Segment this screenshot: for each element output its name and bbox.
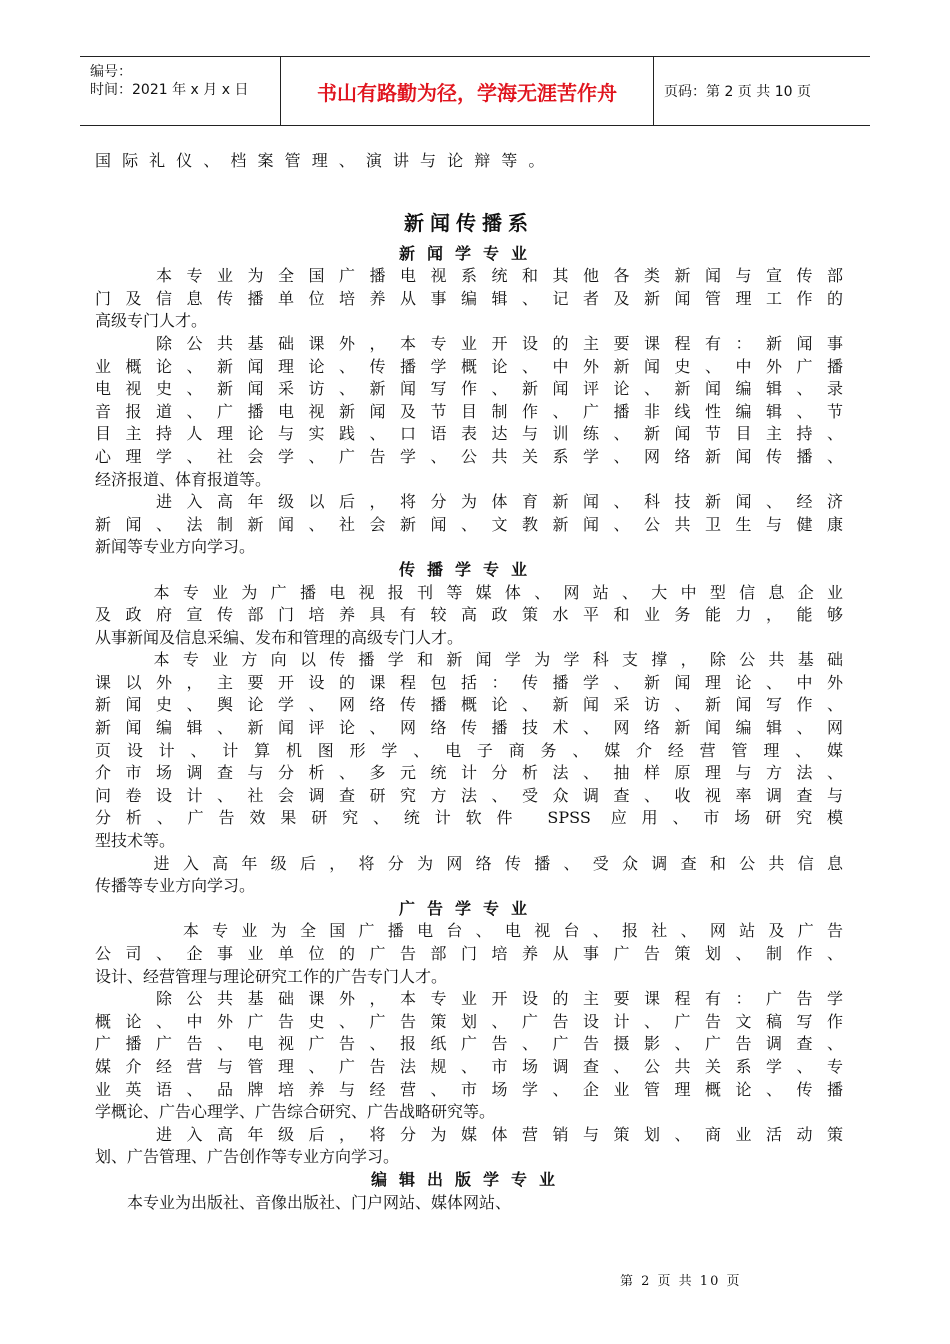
paragraph-line: 电视史、新闻采访、新闻写作、新闻评论、新闻编辑、录 — [95, 379, 843, 399]
paragraph-line: 介市场调查与分析、多元统计分析法、抽样原理与方法、 — [95, 763, 843, 783]
paragraph-line: 广播广告、电视广告、报纸广告、广告摄影、广告调查、 — [95, 1034, 843, 1054]
paragraph-line: 新闻、法制新闻、社会新闻、文教新闻、公共卫生与健康 — [95, 514, 843, 534]
paragraph-line: 本专业为广播电视报刊等媒体、网站、大中型信息企业 — [95, 582, 843, 602]
section-heading: 编辑出版学专业 — [370, 1169, 567, 1189]
header-page-number: 页码：第 2 页 共 10 页 — [664, 84, 811, 100]
section-heading: 新闻学专业 — [398, 243, 539, 263]
paragraph-line: 及政府宣传部门培养具有较高政策水平和业务能力，能够 — [95, 605, 843, 625]
header-motto: 书山有路勤为径，学海无涯苦作舟 — [317, 81, 617, 105]
paragraph-line: 高级专门人才。 — [95, 311, 208, 331]
paragraph-line: 本专业为全国广播电视系统和其他各类新闻与宣传部 — [95, 266, 843, 286]
paragraph-line: 划、广告管理、广告创作等专业方向学习。 — [95, 1147, 400, 1167]
paragraph-line: 业概论、新闻理论、传播学概论、中外新闻史、中外广播 — [95, 356, 843, 376]
paragraph-line: 概论、中外广告史、广告策划、广告设计、广告文稿写作 — [95, 1011, 843, 1031]
paragraph-line: 除公共基础课外，本专业开设的主要课程有：广告学 — [95, 989, 843, 1009]
paragraph-line: 新闻编辑、新闻评论、网络传播技术、网络新闻编辑、网 — [95, 718, 843, 738]
paragraph-line: 分析、广告效果研究、统计软件 SPSS 应用、市场研究模 — [95, 808, 843, 828]
paragraph-line: 经济报道、体育报道等。 — [95, 469, 272, 489]
paragraph-line: 目主持人理论与实践、口语表达与训练、新闻节目主持、 — [95, 424, 843, 444]
page-header — [80, 56, 870, 126]
intro-line: 国 际 礼 仪 、 档 案 管 理 、 演 讲 与 论 辩 等 。 — [95, 151, 548, 170]
doc-date-label: 时间：2021 年 x 月 x 日 — [90, 82, 249, 98]
department-title: 新闻传播系 — [404, 210, 534, 235]
paragraph-line: 课以外，主要开设的课程包括：传播学、新闻理论、中外 — [95, 672, 843, 692]
page-footer: 第 2 页 共 10 页 — [620, 1274, 742, 1289]
paragraph-line: 心理学、社会学、广告学、公共关系学、网络新闻传播、 — [95, 446, 843, 466]
paragraph-line: 从事新闻及信息采编、发布和管理的高级专门人才。 — [95, 627, 464, 647]
paragraph-line: 型技术等。 — [95, 831, 176, 851]
paragraph-line: 音报道、广播电视新闻及节目制作、广播非线性编辑、节 — [95, 401, 843, 421]
paragraph-line: 页设计、计算机图形学、电子商务、媒介经营管理、媒 — [95, 740, 843, 760]
paragraph-line: 进入高年级后，将分为网络传播、受众调查和公共信息 — [95, 853, 843, 873]
section-heading: 传播学专业 — [398, 559, 539, 579]
paragraph-line: 新闻史、舆论学、网络传播概论、新闻采访、新闻写作、 — [95, 695, 843, 715]
doc-number-label: 编号： — [90, 64, 132, 80]
paragraph-line: 公司、企事业单位的广告部门培养从事广告策划、制作、 — [95, 944, 843, 963]
paragraph-line: 门及信息传播单位培养从事编辑、记者及新闻管理工作的 — [95, 288, 843, 308]
paragraph-line: 传播等专业方向学习。 — [95, 876, 256, 896]
header-meta-cell — [80, 57, 281, 125]
sections-container — [95, 243, 843, 1215]
paragraph-line: 本专业方向以传播学和新闻学为学科支撑，除公共基础 — [95, 650, 843, 670]
paragraph-line: 本专业为出版社、音像出版社、门户网站、媒体网站、 — [95, 1192, 512, 1212]
paragraph-line: 学概论、广告心理学、广告综合研究、广告战略研究等。 — [95, 1102, 496, 1122]
paragraph-line: 新闻等专业方向学习。 — [95, 537, 256, 557]
paragraph-line: 设计、经营管理与理论研究工作的广告专门人才。 — [95, 966, 448, 986]
paragraph-line: 问卷设计、社会调查研究方法、受众调查、收视率调查与 — [95, 785, 843, 805]
paragraph-line: 进入高年级后，将分为媒体营销与策划、商业活动策 — [95, 1124, 843, 1144]
paragraph-line: 除公共基础课外，本专业开设的主要课程有：新闻事 — [95, 333, 843, 353]
paragraph-line: 业英语、品牌培养与经营、市场学、企业管理概论、传播 — [95, 1079, 843, 1099]
header-page-cell — [654, 57, 870, 125]
header-motto-cell — [281, 57, 654, 125]
document-body — [95, 150, 843, 1214]
section-heading: 广告学专业 — [398, 898, 539, 918]
paragraph-line: 媒介经营与管理、广告法规、市场调查、公共关系学、专 — [95, 1056, 843, 1076]
paragraph-line: 本专业为全国广播电台、电视台、报社、网站及广告 — [95, 921, 843, 941]
paragraph-line: 进入高年级以后，将分为体育新闻、科技新闻、经济 — [95, 492, 843, 512]
